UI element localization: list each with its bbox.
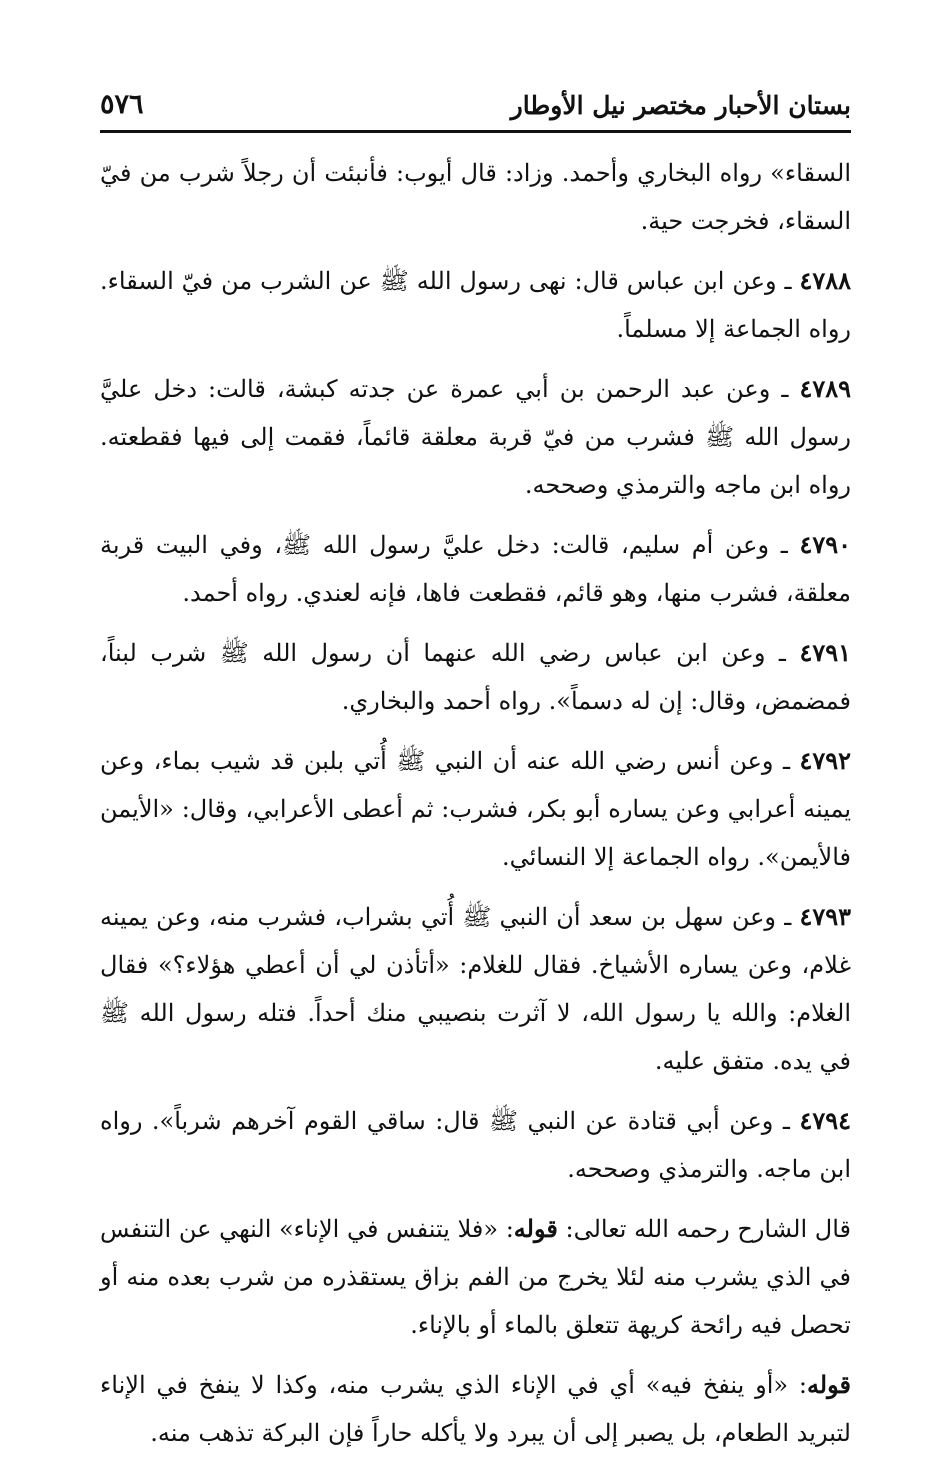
hadith-number: ٤٧٩٠ (799, 530, 851, 559)
commentary-paragraph (100, 1205, 851, 1349)
book-title: بستان الأحبار مختصر نيل الأوطار (510, 91, 851, 120)
commentary-label: قوله (806, 1370, 851, 1399)
hadith-number: ٤٧٩٣ (799, 902, 851, 931)
hadith-number: ٤٧٨٩ (799, 374, 851, 403)
hadith-text: ـ وعن أنس رضي الله عنه أن النبي ﷺ أُتي بلبن قد شيب بماء، وعن يمينه أعرابي وعن يساره أبو بكر، فشرب: ثم أعطى الأعرابي، وقال: «الأيمن فالأيمن». رواه الجماعة إلا النسائي. (100, 747, 851, 871)
page-body (100, 149, 851, 1457)
hadith-4788 (100, 257, 851, 353)
hadith-4789 (100, 365, 851, 509)
commentary-text: : «أو ينفخ فيه» أي في الإناء الذي يشرب منه، وكذا لا ينفخ في الإناء لتبريد الطعام، بل يصبر إلى أن يبرد ولا يأكله حاراً فإن البركة تذهب منه. (100, 1371, 851, 1447)
hadith-text: ـ وعن ابن عباس قال: نهى رسول الله ﷺ عن الشرب من فيّ السقاء. رواه الجماعة إلا مسلماً. (100, 267, 851, 343)
commentary-paragraph (100, 1361, 851, 1457)
hadith-4794 (100, 1097, 851, 1193)
page-header (100, 80, 851, 120)
hadith-number: ٤٧٩١ (799, 638, 851, 667)
paragraph (100, 149, 851, 245)
paragraph-text: السقاء» رواه البخاري وأحمد. وزاد: قال أيوب: فأنبئت أن رجلاً شرب من فيّ السقاء، فخرجت حية. (100, 159, 851, 235)
hadith-text: ـ وعن أبي قتادة عن النبي ﷺ قال: ساقي القوم آخرهم شرباً». رواه ابن ماجه. والترمذي وصححه. (100, 1107, 851, 1183)
commentary-text: : «فلا يتنفس في الإناء» النهي عن التنفس في الذي يشرب منه لئلا يخرج من الفم بزاق يستقذره من شرب بعده منه أو تحصل فيه رائحة كريهة تتعلق بالماء أو بالإناء. (100, 1215, 851, 1339)
hadith-4791 (100, 629, 851, 725)
commentary-intro: قال الشارح رحمه الله تعالى: (557, 1215, 851, 1243)
commentary-label: قوله (513, 1214, 558, 1243)
hadith-number: ٤٧٩٢ (799, 746, 851, 775)
hadith-4792 (100, 737, 851, 881)
hadith-4793 (100, 893, 851, 1085)
hadith-4790 (100, 521, 851, 617)
header-rule (100, 130, 851, 133)
hadith-text: ـ وعن سهل بن سعد أن النبي ﷺ أُتي بشراب، فشرب منه، وعن يمينه غلام، وعن يساره الأشياخ. فقال للغلام: «أتأذن لي أن أعطي هؤلاء؟» فقال الغلام: والله يا رسول الله، لا آثرت بنصيبي منك أحداً. فتله رسول الله ﷺ في يده. متفق عليه. (100, 903, 851, 1075)
hadith-number: ٤٧٩٤ (799, 1106, 851, 1135)
hadith-number: ٤٧٨٨ (799, 266, 851, 295)
hadith-text: ـ وعن عبد الرحمن بن أبي عمرة عن جدته كبشة، قالت: دخل عليَّ رسول الله ﷺ فشرب من فيّ قربة معلقة قائماً، فقمت إلى فيها فقطعته. رواه ابن ماجه والترمذي وصححه. (100, 375, 851, 499)
hadith-text: ـ وعن ابن عباس رضي الله عنهما أن رسول الله ﷺ شرب لبناً، فمضمض، وقال: إن له دسماً». رواه أحمد والبخاري. (100, 639, 851, 715)
page-number: ٥٧٦ (100, 89, 144, 120)
hadith-text: ـ وعن أم سليم، قالت: دخل عليَّ رسول الله ﷺ، وفي البيت قربة معلقة، فشرب منها، وهو قائم، فقطعت فاها، فإنه لعندي. رواه أحمد. (100, 531, 851, 607)
